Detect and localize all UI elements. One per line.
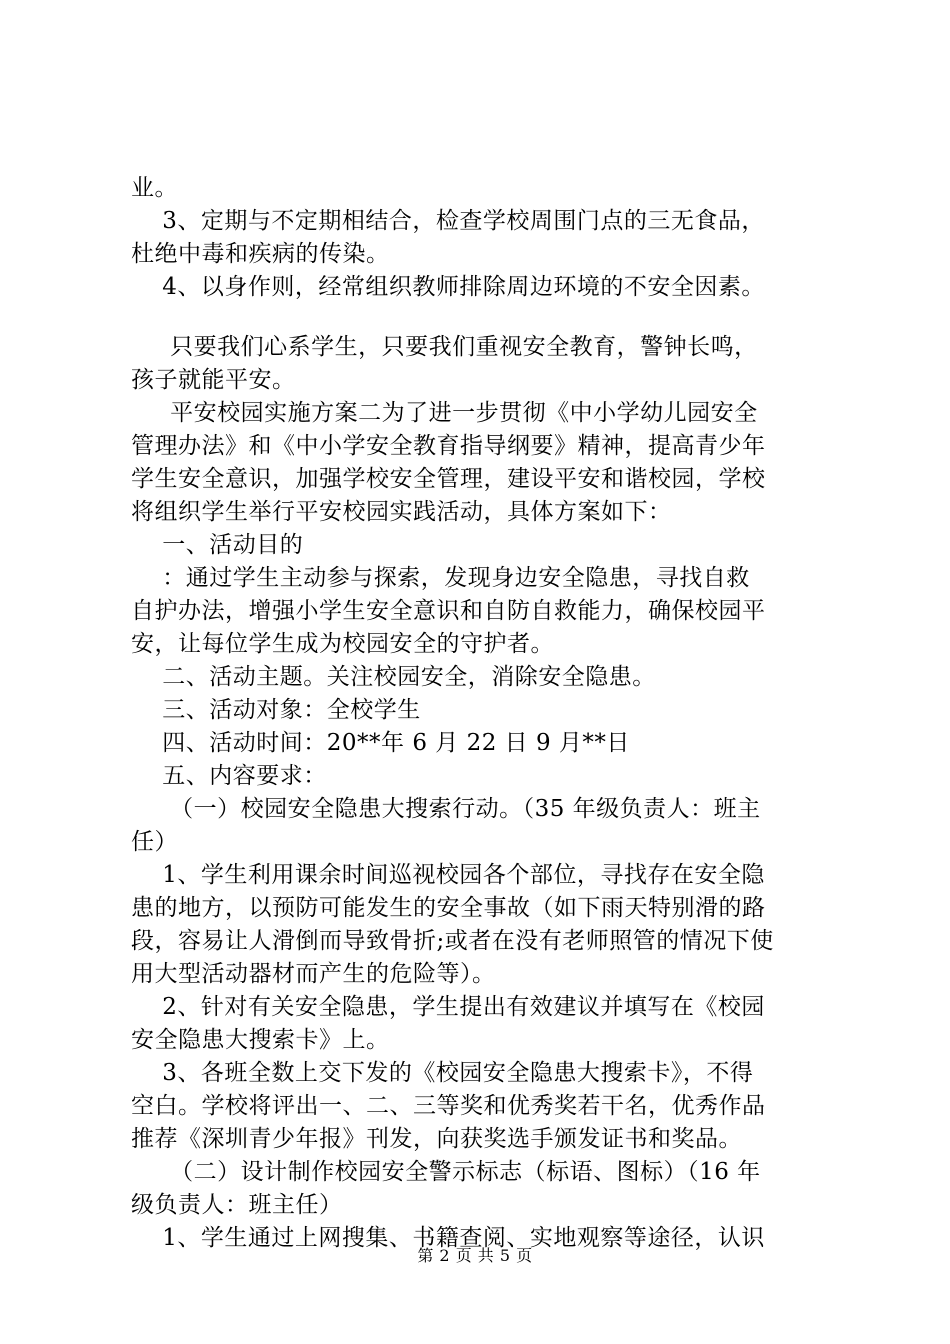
text-line: 3、定期与不定期相结合，检查学校周围门点的三无食品， — [131, 208, 765, 234]
text-line: 空白。学校将评出一、二、三等奖和优秀奖若干名，优秀作品 — [131, 1093, 766, 1119]
text-line: 级负责人：班主任） — [131, 1192, 343, 1218]
text-line: 学生安全意识，加强学校安全管理，建设平安和谐校园，学校 — [131, 466, 766, 492]
text-line: （二）设计制作校园安全警示标志（标语、图标）（16 年 — [131, 1159, 761, 1185]
text-line: 3、各班全数上交下发的《校园安全隐患大搜索卡》，不得 — [131, 1060, 754, 1086]
text-line: 安全隐患大搜索卡》上。 — [131, 1027, 390, 1053]
text-line: 用大型活动器材而产生的危险等）。 — [131, 961, 496, 987]
text-line: 杜绝中毒和疾病的传染。 — [131, 241, 390, 267]
text-line: 二、活动主题。关注校园安全，消除安全隐患。 — [131, 664, 656, 690]
text-line: 五、内容要求： — [131, 763, 327, 789]
text-line: 任） — [131, 829, 178, 855]
text-line: 患的地方，以预防可能发生的安全事故（如下雨天特别滑的路 — [131, 895, 766, 921]
text-line: 1、学生利用课余时间巡视校园各个部位，寻找存在安全隐 — [131, 862, 765, 888]
paragraph-gap — [131, 304, 831, 331]
text-line: 1、学生通过上网搜集、书籍查阅、实地观察等途径，认识 — [131, 1225, 765, 1251]
text-line: 业。 — [131, 175, 178, 201]
text-line: ：通过学生主动参与探索，发现身边安全隐患，寻找自救 — [131, 565, 750, 591]
text-line: 安，让每位学生成为校园安全的守护者。 — [131, 631, 554, 657]
text-line: 只要我们心系学生，只要我们重视安全教育，警钟长鸣， — [131, 334, 758, 360]
text-line: 2、针对有关安全隐患，学生提出有效建议并填写在《校园 — [131, 994, 765, 1020]
text-line: （一）校园安全隐患大搜索行动。（35 年级负责人：班主 — [131, 796, 761, 822]
text-line: 自护办法，增强小学生安全意识和自防自救能力，确保校园平 — [131, 598, 766, 624]
text-line: 4、以身作则，经常组织教师排除周边环境的不安全因素。 — [131, 274, 765, 300]
text-line: 孩子就能平安。 — [131, 367, 296, 393]
text-line: 四、活动时间：20**年 6 月 22 日 9 月**日 — [131, 730, 630, 756]
text-line: 三、活动对象：全校学生 — [131, 697, 421, 723]
text-line: 一、活动目的 — [131, 532, 304, 558]
text-line: 推荐《深圳青少年报》刊发，向获奖选手颁发证书和奖品。 — [131, 1126, 742, 1152]
page-footer: 第 2 页 共 5 页 — [417, 1246, 533, 1265]
text-line: 平安校园实施方案二为了进一步贯彻《中小学幼儿园安全 — [131, 400, 758, 426]
text-line: 段，容易让人滑倒而导致骨折;或者在没有老师照管的情况下使 — [131, 928, 774, 954]
text-line: 管理办法》和《中小学安全教育指导纲要》精神，提高青少年 — [131, 433, 766, 459]
text-line: 将组织学生举行平安校园实践活动，具体方案如下： — [131, 499, 672, 525]
document-body — [131, 172, 831, 1255]
